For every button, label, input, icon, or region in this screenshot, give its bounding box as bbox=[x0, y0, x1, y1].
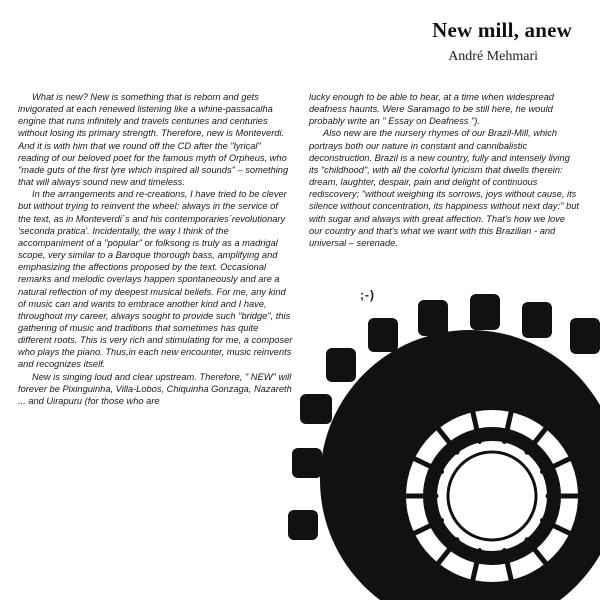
paddle bbox=[368, 318, 398, 352]
wink-emoticon: ;-) bbox=[360, 288, 375, 302]
hub-center bbox=[448, 452, 536, 540]
hub-spike bbox=[504, 551, 512, 584]
hub-ring bbox=[430, 434, 554, 558]
paddle bbox=[470, 294, 500, 330]
outer-ring bbox=[320, 330, 600, 600]
paragraph: New is singing loud and clear upstream. Therefore, " NEW" will forever be Pixinguinha, Villa-Lobos, Chiquinha Gonzaga, Nazareth ... and Uirapuru (for those who are bbox=[18, 371, 292, 406]
left-text-column bbox=[18, 91, 293, 407]
hub-spike bbox=[527, 426, 548, 453]
paddle bbox=[326, 348, 356, 382]
paragraph: Also new are the nursery rhymes of our Brazil-Mill, which portrays both our nature in constant and cannibalistic deconstruction. Brazil is a new country, fully and intensely living its "childhood", with all the colorful lyricism that dwells therein: dream, laughter, despair, pain and delight of continuous rediscovery; "without weighing its sorrows, joys without cause, its silence without concentration, its happiness without next day:" but with sugar and always with great affection. That's how we love our country and that's what we want with this Brazilian - and universal – serenade. bbox=[309, 128, 579, 248]
paragraph: What is new? New is something that is reborn and gets invigorated at each renewed listening like a whine-passacalha engine that runs infinitely and travels centuries and centuries without losing its primary strength. Therefore, new is Monteverdi. And it is with him that we round off the CD after the "lyrical" reading of our beloved poet for the famous myth of Orpheus, who "made guts of the first lyre which inspired all sounds" – something that will always sound new and timeless. bbox=[18, 92, 289, 188]
hub-spike bbox=[472, 551, 480, 584]
paddle bbox=[522, 302, 552, 338]
paddle bbox=[418, 300, 448, 336]
hub-spike bbox=[436, 540, 457, 567]
mill-wheel-illustration bbox=[288, 294, 600, 600]
hub-spikes bbox=[402, 408, 582, 583]
hub-spike bbox=[411, 520, 442, 535]
paddle bbox=[300, 394, 332, 424]
page-title: New mill, anew bbox=[432, 18, 572, 42]
paddle bbox=[288, 510, 318, 540]
paragraph: In the arrangements and re-creations, I have tried to be clever but without trying to reinvent the wheel: always in the service of the text, as in Monteverdi´s and his contemporaries´revolutionary 'seconda pratica'. Incidentally, the way I think of the accompaniment of a "popular" or folksong is truly as a madrigal scope, very similar to a Baroque thorough bass, amplifying and emphasizing the affections proposed by the text. Occasional remarks and melodic overlays happen spontaneously and are a natural reflection of my deepest musical beliefs. For me, any kind of music can and wants to embrace another kind and I have, throughout my career, always sought to provide such "bridge", this gathering of music and traditions that sometimes has quite different roots. This is very rich and stimulating for me, a composer who plays the piano. Thus,in each new encounter, music reinvents and recognizes itself. bbox=[18, 189, 293, 370]
hub-spike bbox=[542, 520, 573, 535]
right-text-column bbox=[309, 91, 579, 249]
paddle bbox=[570, 318, 600, 354]
hub-spike bbox=[542, 457, 573, 472]
paragraph: lucky enough to be able to hear, at a time when widespread deafness haunts. Were Saramago to be still here, he would probably write an " Essay on Deafness "). bbox=[309, 92, 554, 127]
hub-spike bbox=[504, 408, 512, 441]
hub-spike bbox=[411, 457, 442, 472]
author-name: André Mehmari bbox=[448, 49, 538, 64]
hub-spike bbox=[527, 540, 548, 567]
hub-spike bbox=[472, 408, 480, 441]
inner-disc bbox=[406, 410, 578, 582]
hub-spike bbox=[436, 426, 457, 453]
paddle bbox=[292, 448, 322, 478]
